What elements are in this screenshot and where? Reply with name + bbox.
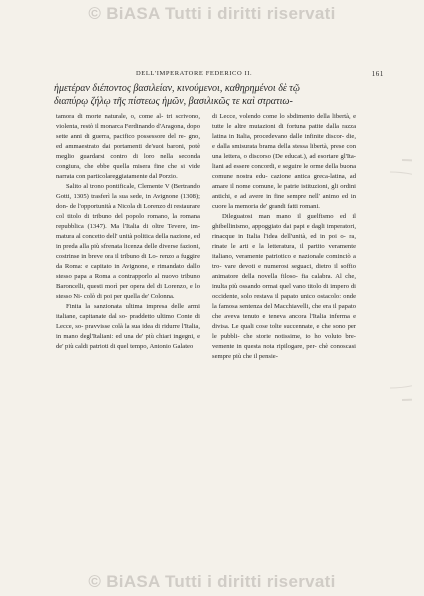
watermark-bottom: © BiASA Tutti i diritti riservati bbox=[88, 572, 336, 591]
right-column bbox=[212, 112, 356, 362]
greek-line-2: διαπύρῳ ζήλῳ τῆς πίστεως ἡμῶν, βασιλικῶς τε καὶ στρατιω- bbox=[54, 96, 293, 107]
left-paragraph-3: Finita la sanzionata ultima impresa delle armi italiane, capitanate dal so- praddetto ultimo Conte di Lecce, so- pravvisse colà la sua idea di ridurre l'Italia, in mano degl'Italiani: ed una de' più chiari ingegni, e de' più caldi patrioti di quel tempo, Antonio Galateo bbox=[56, 303, 200, 350]
left-paragraph-1: tamora di morte naturale, o, come al- tri scrivono, violenta, restò il monarca Ferdinando d'Aragona, dopo sette anni di guerra, pacifico possessore del re- gno, ed ammaestrato dai portamenti de'suoi baroni, potè meglio guardarsi contro di loro nella seconda congiura, che ebbe quella misera fine che si vide narrata con particolareggiatamente dal Porzio. bbox=[56, 113, 201, 180]
left-paragraph-2: Salito al trono pontificale, Clemente V (Bertrando Gotti, 1305) trasferì la sua sede, in Avignone (1308); don- de l'opportunità a Nicola di Lorenzo di restaurare col titolo di tribuno del popolo romano, la romana repubblica (1347). Ma l'Italia di oltre Tevere, im- matura al concetto dell' unità politica della nazione, ed in preda alla più sfrenata licenza delle diverse fazioni, costrinse in breve ora il tribuno di Lo- renzo a fuggire da Roma: e capitato in Avignone, e rimandato dallo stesso papa a Roma a contrapporlo al nuovo tribuno Baroncelli, questi morì per opera del di Lorenzo, e lo stesso Ni- colò di poi per quella de' Colonna. bbox=[56, 183, 200, 300]
left-column bbox=[56, 112, 200, 352]
page-number: 161 bbox=[371, 70, 384, 78]
right-paragraph-1: di Lecce, volendo come lo sbdimento della libertà, e tutte le altre mutazioni di fortuna patite dalla razza latina in Italia, procedevano dalle infinite discor- die, e dalla smisurata brama della stessa libertà, prese con una lettera, o discorso (De educat.), ad esortare gl'Ita- liani ad essere concordi, e seguire le orme della buona comune nostra edu- cazione antica greca-latina, ad amare il nome comune, le patrie istituzioni, gli ordini antichi, e ad avere in fine sempre nell' animo ed in cuore la memoria de' grandi fatti romani. bbox=[212, 113, 356, 210]
greek-line-1: ἡμετέραν διέποντος βασιλείαν, κινούμενοι, καθηρημένοι δὲ τῷ bbox=[54, 83, 300, 94]
right-paragraph-2: Dileguatosi man mano il guelfismo ed il ghibellinismo, appoggiato dai papi e dagli imperatori, rinacque in Italia l'idea dell'unità, ed in poi o- ra, rinate le arti e la letteratura, il partito veramente italiano, veramente patriotico e nazionale cominciò a tro- vare devoti e numerosi seguaci, dietro il soffio animatore della novella filoso- fia calabra. Al che, inulta più ossando ormai quel vano titolo di impero di occidente, solo restava il papato unico ostacolo: onde la famosa sentenza del Macchiavelli, che era il papato che aveva tenuto e teneva ancora l'Italia inferma e divisa. Le quali cose tolte succennate, e che sono per le pubbli- che storie notissime, io ho voluto bre- vemente in questa nota ripilogare, per- chè conoscasi sempre più che il pensie- bbox=[212, 213, 356, 360]
running-title: DELL'IMPERATORE FEDERICO II. bbox=[136, 70, 253, 77]
watermark-top: © BiASA Tutti i diritti riservati bbox=[88, 4, 336, 23]
